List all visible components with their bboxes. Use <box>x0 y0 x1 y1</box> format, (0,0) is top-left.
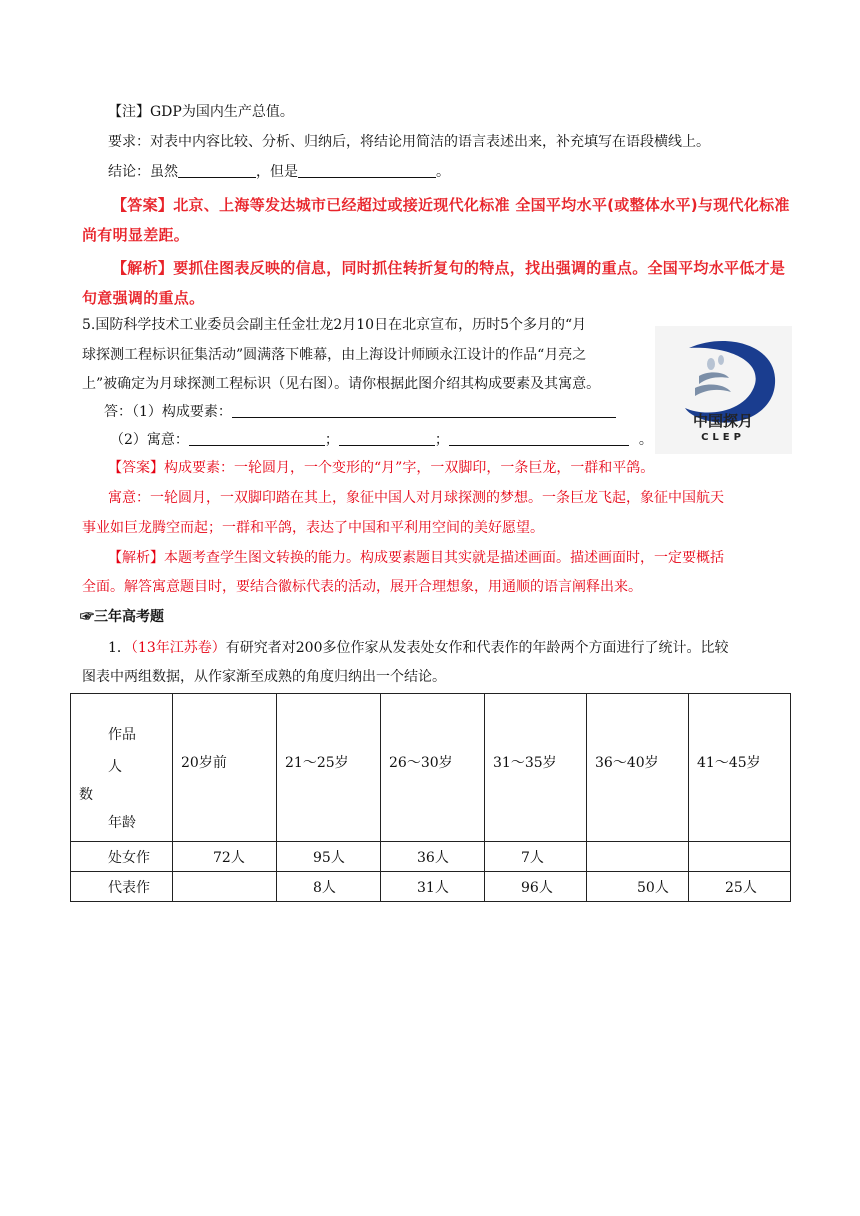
row-label: 代表作 <box>71 872 173 902</box>
table-cell: 7人 <box>485 842 587 872</box>
answer-elements-label: 答：（1）构成要素： <box>104 404 232 420</box>
meaning-sep-2: ； <box>434 432 449 448</box>
question-5-line-3: 上”被确定为月球探测工程标识（见右图）。请你根据此图介绍其构成要素及其寓意。 <box>82 376 601 392</box>
logo-cn-text: 中国探月 <box>692 412 754 430</box>
table-cell: 50人 <box>587 872 689 902</box>
col-header: 41～45岁 <box>689 694 791 842</box>
question-1-line-1 <box>108 638 728 658</box>
answer-5-line-2: 寓意：一轮圆月，一双脚印踏在其上，象征中国人对月球探测的梦想。一条巨龙飞起，象征中国航天 <box>108 490 724 506</box>
analysis-1-line-2: 句意强调的重点。 <box>82 289 205 307</box>
col-header: 31～35岁 <box>485 694 587 842</box>
table-corner-cell <box>71 694 173 842</box>
table-cell: 96人 <box>485 872 587 902</box>
row-label: 处女作 <box>71 842 173 872</box>
table-cell: 95人 <box>277 842 381 872</box>
table-cell <box>689 842 791 872</box>
table-cell <box>587 842 689 872</box>
clep-logo <box>655 326 792 454</box>
answer-elements-blank[interactable] <box>232 403 616 418</box>
corner-bottom: 年龄 <box>108 815 136 831</box>
corner-top: 作品 <box>108 727 136 743</box>
question-1-text: 有研究者对200多位作家从发表处女作和代表作的年龄两个方面进行了统计。比较 <box>225 640 729 656</box>
question-1-number: 1． <box>108 640 131 656</box>
analysis-5-line-2: 全面。解答寓意题目时，要结合徽标代表的活动，展开合理想象，用通顺的语言阐释出来。 <box>82 579 642 595</box>
table-cell: 36人 <box>381 842 485 872</box>
meaning-end: 。 <box>638 432 653 448</box>
meaning-blank-3[interactable] <box>449 431 629 446</box>
corner-mid: 人 <box>108 759 122 775</box>
corner-left: 数 <box>79 787 93 803</box>
table-note: 【注】GDP为国内生产总值。 <box>108 104 294 120</box>
answer-elements-line <box>104 402 616 422</box>
answer-1-line-2: 尚有明显差距。 <box>82 226 190 244</box>
section-title: ☞三年高考题 <box>80 609 164 625</box>
question-1-line-2: 图表中两组数据，从作家渐至成熟的角度归纳出一个结论。 <box>82 669 446 685</box>
meaning-sep-1: ； <box>324 432 339 448</box>
requirement-text: 要求：对表中内容比较、分析、归纳后，将结论用简洁的语言表述出来，补充填写在语段横线上。 <box>108 134 710 150</box>
table-row <box>71 842 791 872</box>
col-header: 20岁前 <box>173 694 277 842</box>
col-header: 36～40岁 <box>587 694 689 842</box>
table-cell: 72人 <box>173 842 277 872</box>
answer-meaning-line <box>110 430 653 450</box>
author-age-table <box>70 693 791 902</box>
answer-5-line-3: 事业如巨龙腾空而起；一群和平鸽，表达了中国和平利用空间的美好愿望。 <box>82 520 544 536</box>
table-row <box>71 872 791 902</box>
meaning-blank-1[interactable] <box>189 431 325 446</box>
table-cell: 25人 <box>689 872 791 902</box>
answer-meaning-label: （2）寓意： <box>110 432 189 448</box>
table-header-row <box>71 694 791 842</box>
meaning-blank-2[interactable] <box>339 431 435 446</box>
answer-1-line-1: 【答案】北京、上海等发达城市已经超过或接近现代化标准 全国平均水平(或整体水平)与现代化标准 <box>112 196 790 214</box>
table-cell <box>173 872 277 902</box>
question-5-line-1: 5.国防科学技术工业委员会副主任金壮龙2月10日在北京宣布，历时5个多月的“月 <box>82 317 587 333</box>
col-header: 26～30岁 <box>381 694 485 842</box>
table-cell: 8人 <box>277 872 381 902</box>
col-header: 21～25岁 <box>277 694 381 842</box>
conclusion-middle: ，但是 <box>256 164 298 180</box>
conclusion-line <box>108 162 450 182</box>
conclusion-blank-2[interactable] <box>298 163 436 178</box>
conclusion-blank-1[interactable] <box>178 163 256 178</box>
conclusion-prefix: 结论：虽然 <box>108 164 178 180</box>
conclusion-end: 。 <box>436 164 450 180</box>
table-cell: 31人 <box>381 872 485 902</box>
answer-5-line-1: 【答案】构成要素：一轮圆月，一个变形的“月”字，一双脚印，一条巨龙，一群和平鸽。 <box>108 460 655 476</box>
logo-en-text: CLEP <box>701 432 745 443</box>
question-1-source: （13年江苏卷） <box>130 640 226 656</box>
question-5-line-2: 球探测工程标识征集活动”圆满落下帷幕，由上海设计师顾永江设计的作品“月亮之 <box>82 347 587 363</box>
analysis-5-line-1: 【解析】本题考查学生图文转换的能力。构成要素题目其实就是描述画面。描述画面时，一定要概括 <box>108 550 724 566</box>
analysis-1-line-1: 【解析】要抓住图表反映的信息，同时抓住转折复句的特点，找出强调的重点。全国平均水平低才是 <box>112 259 786 277</box>
moon-logo-icon <box>655 326 792 454</box>
